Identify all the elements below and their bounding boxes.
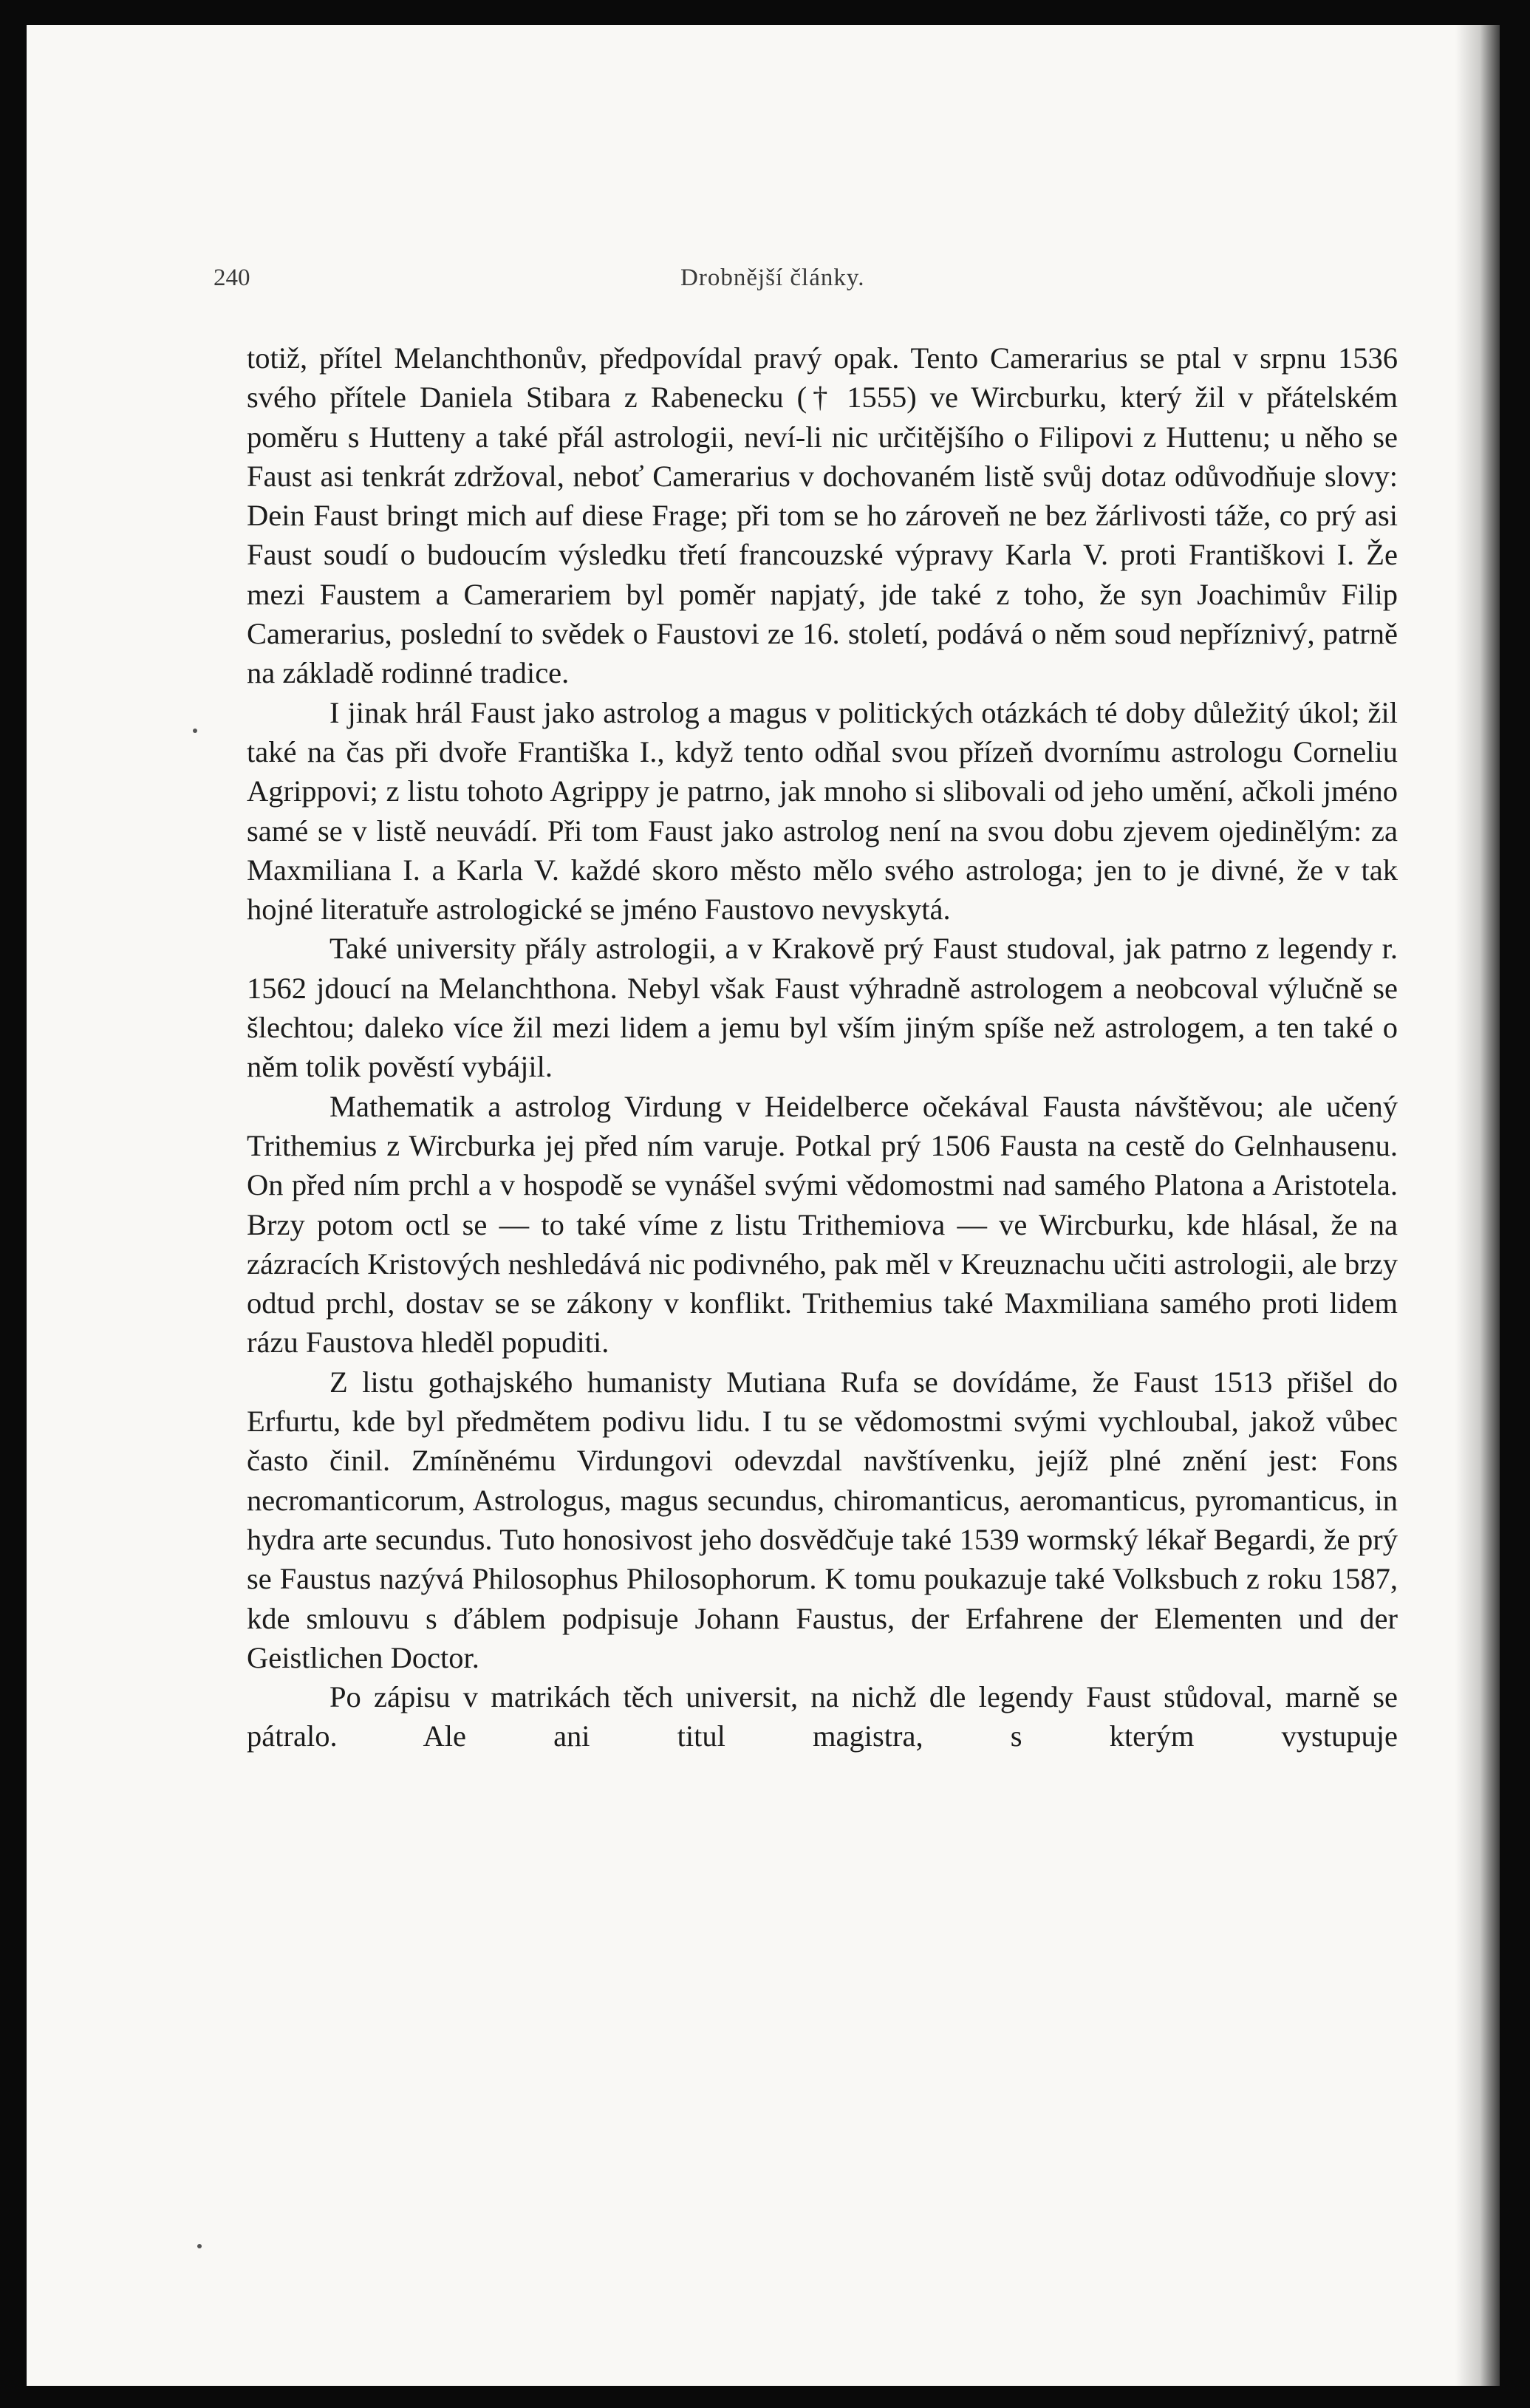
paragraph: totiž, přítel Melanchthonův, předpovídal pravý opak. Tento Camerarius se ptal v srpnu 1536 svého přítele Daniela Stibara z Rabenecku († 1555) ve Wircburku, který žil v přátelském poměru s Hutteny a také přál astrologii, neví-li nic určitějšího o Filipovi z Huttenu; u něho se Faust asi tenkrát zdržoval, neboť Camerarius v dochovaném listě svůj dotaz odůvodňuje slovy: Dein Faust bringt mich auf diese Frage; při tom se ho zároveň ne bez žárlivosti táže, co prý asi Faust soudí o budoucím výsledku třetí francouzské výpravy Karla V. proti Františkovi I. Že mezi Faustem a Camerariem byl poměr napjatý, jde také z toho, že syn Joachimův Filip Camerarius, poslední to svědek o Faustovi ze 16. století, podává o něm soud nepříznivý, patrně na základě rodinné tradice. bbox=[247, 341, 1398, 690]
margin-speck bbox=[197, 2244, 202, 2248]
running-header bbox=[27, 265, 1500, 301]
page-edge-shadow bbox=[1455, 25, 1500, 2386]
body-text bbox=[247, 338, 1398, 1756]
running-title: Drobnější články. bbox=[680, 265, 865, 291]
paragraph: Z listu gothajského humanisty Mutiana Rufa se dovídáme, že Faust 1513 přišel do Erfurtu, kde byl předmětem podivu lidu. I tu se vědomostmi svými vychloubal, jakož vůbec často činil. Zmíněnému Virdungovi odevzdal navštívenku, jejíž plné znění jest: Fons necromanticorum, Astrologus, magus secundus, chiromanticus, aeromanticus, pyromanticus, in hydra arte secundus. Tuto honosivost jeho dosvědčuje také 1539 wormský lékař Begardi, že prý se Faustus nazývá Philosophus Philosophorum. K tomu poukazuje také Volksbuch z roku 1587, kde smlouvu s ďáblem podpisuje Johann Faustus, der Erfahrene der Elementen und der Geistlichen Doctor. bbox=[247, 1365, 1398, 1674]
paragraph: Po zápisu v matrikách těch universit, na nichž dle legendy Faust stůdoval, marně se pátralo. Ale ani titul magistra, s kterým vystupuje bbox=[247, 1680, 1398, 1753]
paragraph: Také university přály astrologii, a v Krakově prý Faust studoval, jak patrno z legendy r. 1562 jdoucí na Melanchthona. Nebyl však Faust výhradně astrologem a neobcoval výlučně se šlechtou; daleko více žil mezi lidem a jemu byl vším jiným spíše než astrologem, a ten také o něm tolik pověstí vybájil. bbox=[247, 932, 1398, 1084]
paragraph: Mathematik a astrolog Virdung v Heidelberce očekával Fausta návštěvou; ale učený Trithemius z Wircburka jej před ním varuje. Potkal prý 1506 Fausta na cestě do Gelnhausenu. On před ním prchl a v hospodě se vynášel svými vědomostmi nad samého Platona a Aristotela. Brzy potom octl se — to také víme z listu Trithemiova — ve Wircburku, kde hlásal, že na zázracích Kristových neshledává nic podivného, pak měl v Kreuznachu učiti astrologii, ale brzy odtud prchl, dostav se se zákony v konflikt. Trithemius také Maxmiliana samého proti lidem rázu Faustova hleděl popuditi. bbox=[247, 1089, 1398, 1360]
page-number: 240 bbox=[214, 265, 250, 291]
margin-speck bbox=[193, 729, 197, 733]
book-page bbox=[27, 25, 1500, 2386]
paragraph: I jinak hrál Faust jako astrolog a magus v politických otázkách té doby důležitý úkol; žil také na čas při dvoře Františka I., když tento odňal svou přízeň dvornímu astrologu Corneliu Agrippovi; z listu tohoto Agrippy je patrno, jak mnoho si slibovali od jeho umění, ačkoli jméno samé se v listě neuvádí. Při tom Faust jako astrolog není na svou dobu zjevem ojedinělým: za Maxmiliana I. a Karla V. každé skoro město mělo svého astrologa; jen to je divné, že v tak hojné literatuře astrologické se jméno Faustovo nevyskytá. bbox=[247, 695, 1398, 927]
